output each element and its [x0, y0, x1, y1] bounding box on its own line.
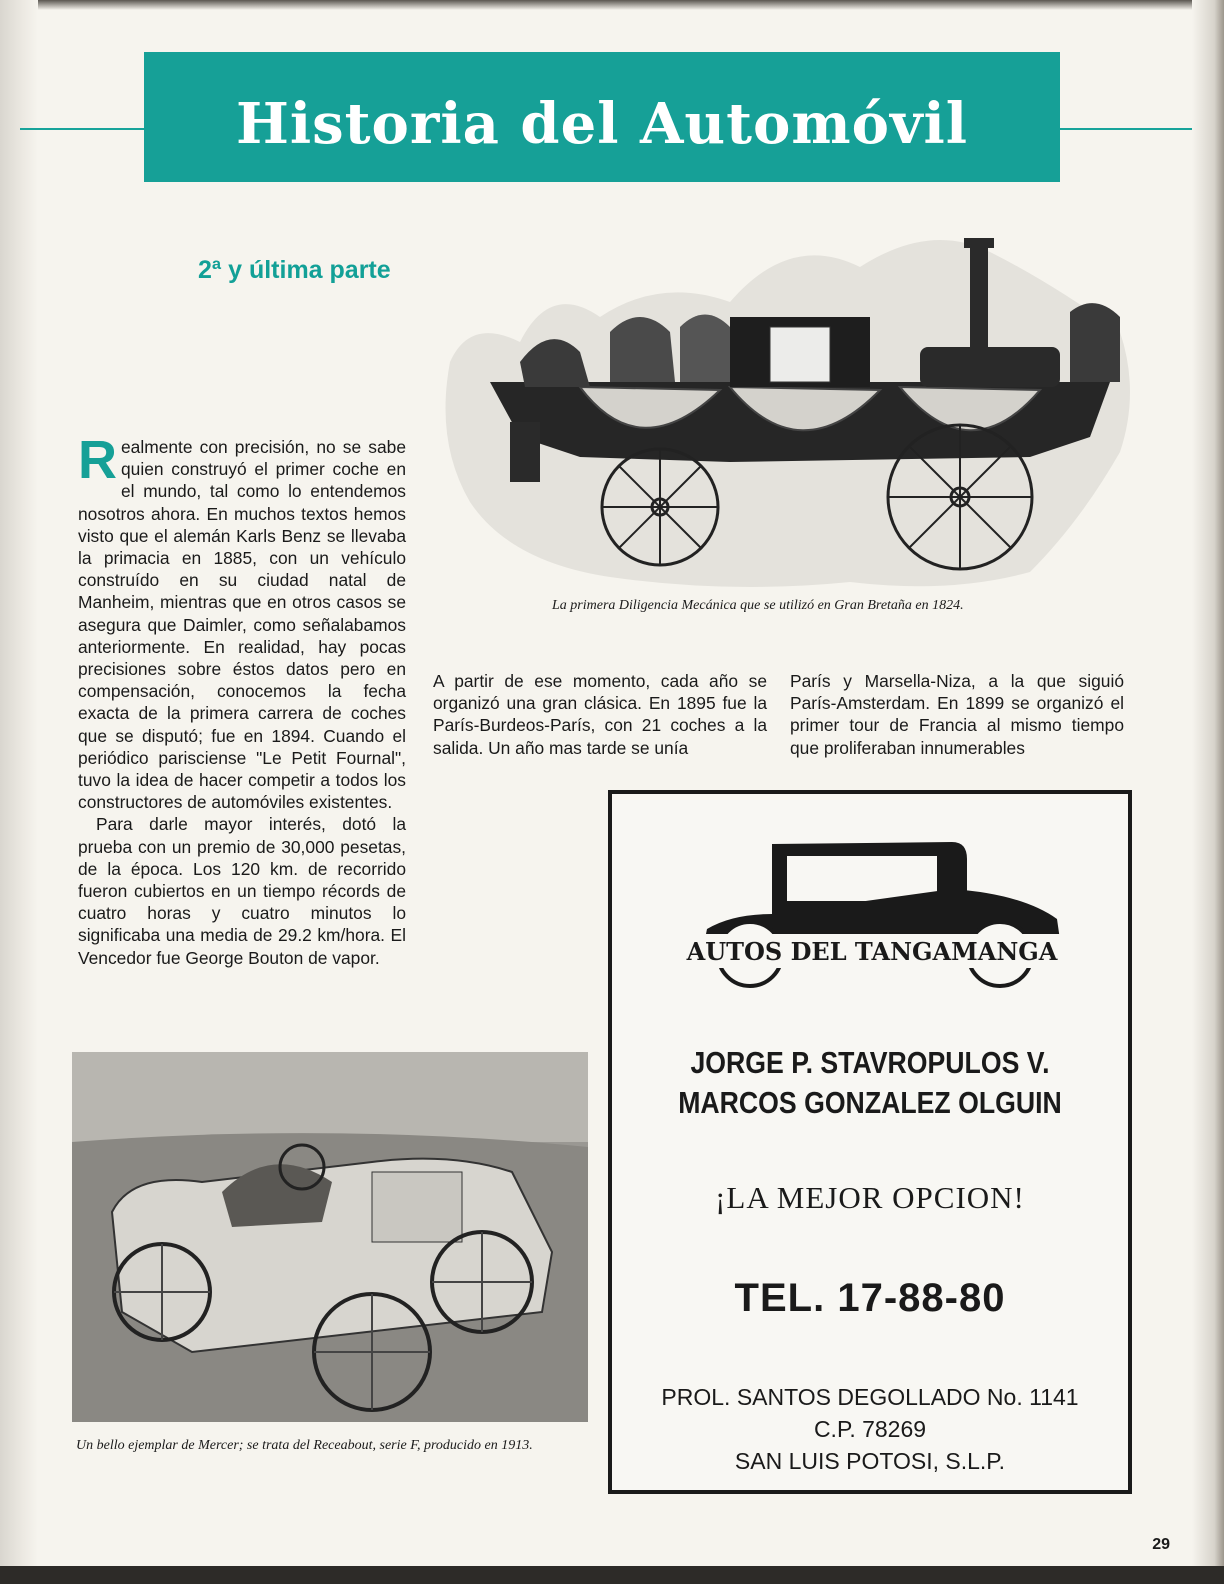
article-column-1: [78, 430, 406, 969]
steam-coach-illustration: [430, 222, 1140, 594]
article-column-3: París y Marsella-Niza, a la que siguió París-Amsterdam. En 1899 se organizó el primer tour de Francia al mismo tiempo que proliferaban innumerables: [790, 671, 1124, 758]
page-right-edge: [1192, 0, 1224, 1584]
ad-slogan: ¡LA MEJOR OPCION!: [715, 1180, 1025, 1215]
paragraph-1-text: ealmente con precisión, no se sabe quien construyó el primer coche en el mundo, tal como lo entendemos nosotros ahora. En muchos textos hemos visto que el alemán Karls Benz se llevaba la primacia en 1885, con un vehículo construído en su ciudad natal de Manheim, mientras que en otros casos se asegura que Daimler, como señalabamos anteriormente. En realidad, hay pocas precisiones sobre éstos datos pero en compensación, conocemos la fecha exacta de la primera carrera de coches que se disputó; fue en 1894. Cuando el periódico parisciense "Le Petit Fournal", tuvo la idea de hacer competir a todos los constructores de automóviles existentes.: [78, 437, 406, 813]
page-spine-shadow: [0, 0, 38, 1584]
drop-cap: R: [78, 430, 117, 490]
advertisement-box: [608, 790, 1132, 1494]
ad-address-line-2: C.P. 78269: [813, 1416, 927, 1442]
article-paragraph-1: [78, 430, 406, 813]
ad-telephone: TEL. 17-88-80: [734, 1276, 1006, 1320]
page-title: Historia del Automóvil: [235, 91, 969, 157]
article-paragraph-2: Para darle mayor interés, dotó la prueba con un premio de 30,000 pesetas, de la época. Los 120 km. de recorrido fueron cubiertos en un tiempo récords de cuatro horas y cuatro minutos lo significaba una media de 29.2 km/hora. El Vencedor fue George Bouton de vapor.: [78, 814, 406, 968]
vintage-car-logo: [662, 834, 1082, 994]
page-top-edge: [0, 0, 1224, 10]
ad-brand-text: AUTOS DEL TANGAMANGA: [686, 937, 1058, 966]
title-rule-right: [1056, 128, 1192, 130]
subtitle: 2ª y última parte: [198, 256, 391, 284]
page-number: 29: [1152, 1536, 1170, 1553]
top-figure-caption: La primera Diligencia Mecánica que se utilizó en Gran Bretaña en 1824.: [552, 598, 964, 613]
title-rule-left: [20, 128, 150, 130]
bottom-figure-caption: Un bello ejemplar de Mercer; se trata del Receabout, serie F, producido en 1913.: [76, 1438, 533, 1453]
ad-name-1: JORGE P. STAVROPULOS V.: [690, 1045, 1050, 1080]
mercer-car-photo: [72, 1052, 588, 1422]
ad-name-2: MARCOS GONZALEZ OLGUIN: [678, 1085, 1062, 1120]
title-banner: [144, 52, 1060, 182]
ad-address-line-3: SAN LUIS POTOSI, S.L.P.: [734, 1448, 1006, 1474]
article-column-2: A partir de ese momento, cada año se organizó una gran clásica. En 1895 fue la París-Burdeos-París, con 21 coches a la salida. Un año mas tarde se unía: [433, 671, 767, 758]
page-bottom-edge: [0, 1566, 1224, 1584]
ad-address-line-1: PROL. SANTOS DEGOLLADO No. 1141: [661, 1384, 1079, 1410]
